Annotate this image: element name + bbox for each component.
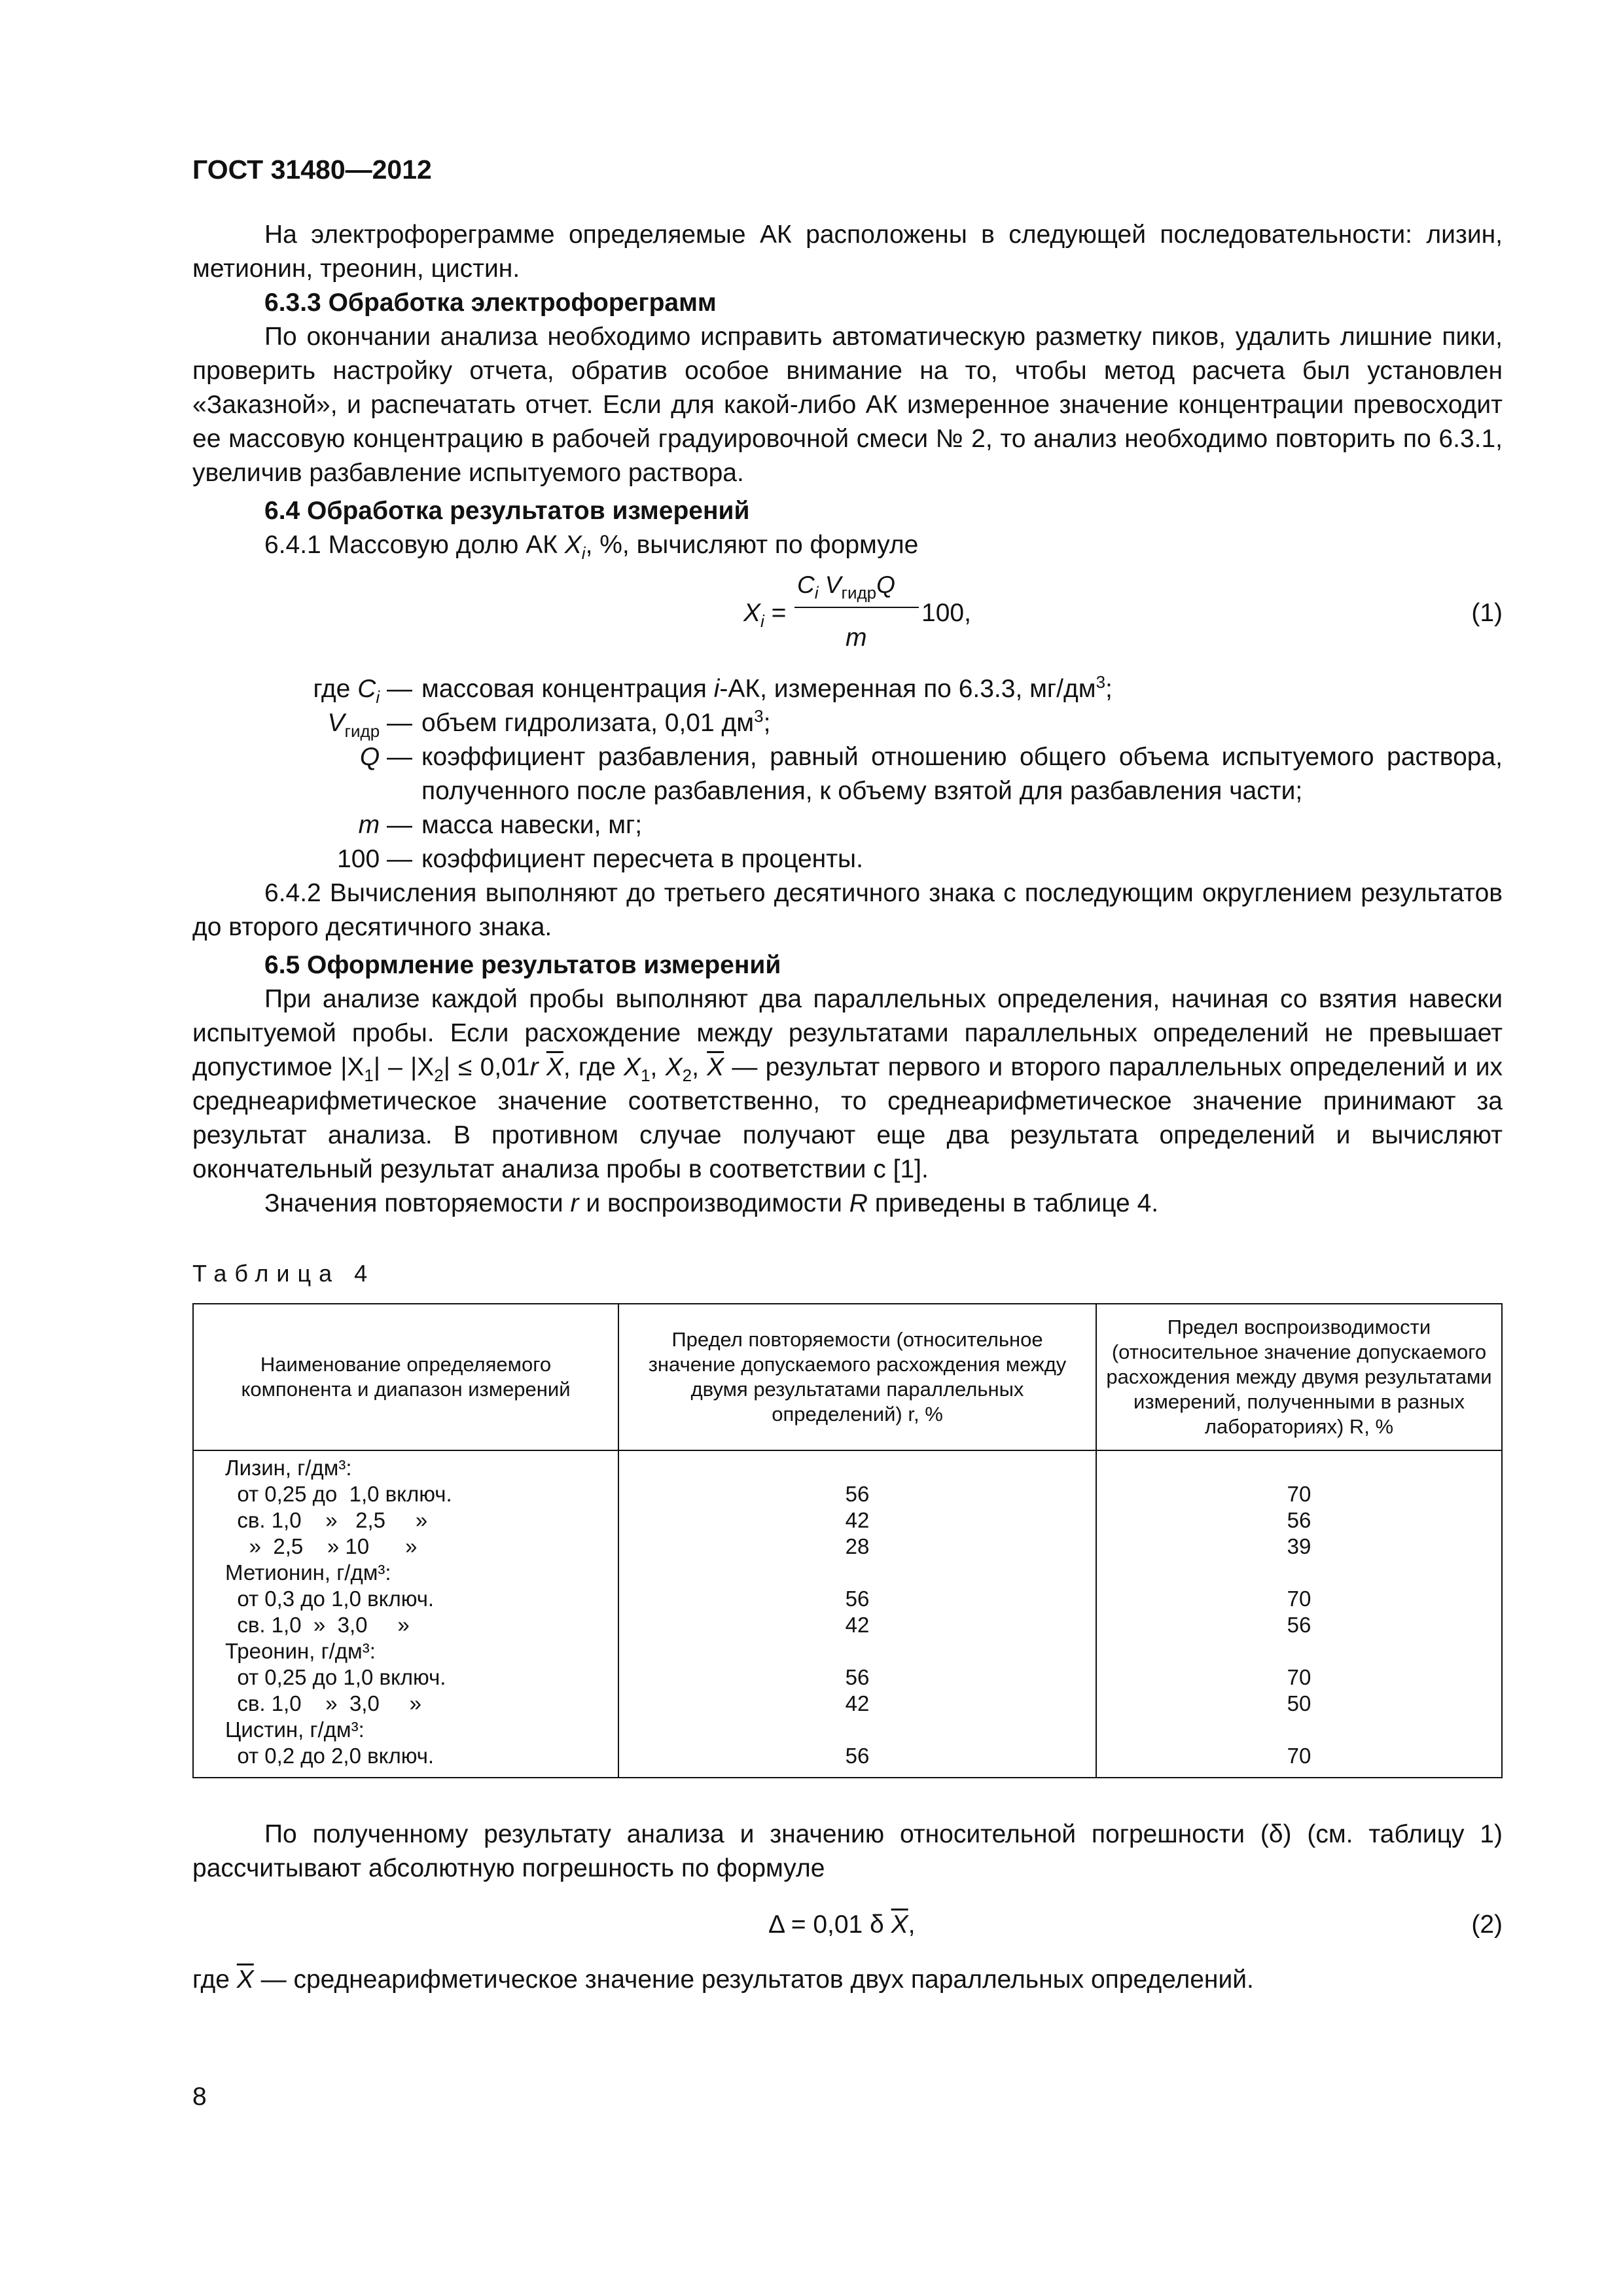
table-cell-r: 28 xyxy=(845,1534,870,1558)
var-ci xyxy=(192,672,1503,706)
table-cell-r: 42 xyxy=(845,1691,870,1715)
text: r xyxy=(529,1053,539,1081)
text: | ≤ 0,01 xyxy=(443,1053,530,1081)
text: , xyxy=(650,1053,666,1081)
sym-sub: гидр xyxy=(344,721,380,741)
table-cell-name: от 0,25 до 1,0 включ. xyxy=(225,1665,446,1689)
text: 6.4.1 Массовую долю АК xyxy=(264,531,565,559)
text: ; xyxy=(1105,675,1113,703)
var-symbol: где $C_i$ — xyxy=(313,675,412,707)
formula-2-definition xyxy=(192,1963,1503,1997)
table-cell-r: 42 xyxy=(845,1508,870,1532)
var-symbol xyxy=(192,808,412,842)
column-r xyxy=(618,1450,1096,1778)
formula-2 xyxy=(192,1891,1503,1963)
table-cell-name: Метионин, г/дм³: xyxy=(225,1560,391,1585)
text: где xyxy=(192,1965,237,1994)
sym: m xyxy=(358,811,380,839)
table-cell-R: 70 xyxy=(1287,1744,1311,1768)
xbar: $\overline{X}$ xyxy=(891,1910,908,1939)
lhs-sub: i xyxy=(760,611,764,631)
column-names xyxy=(193,1450,618,1778)
formula-1-lhs xyxy=(743,599,787,631)
dash: — xyxy=(380,811,412,839)
text: X xyxy=(665,1053,683,1081)
formula-1-numerator xyxy=(797,571,895,603)
text: , xyxy=(908,1910,916,1939)
var-description: коэффициент пересчета в проценты. xyxy=(421,845,863,873)
dash: — xyxy=(380,709,412,737)
table-cell-r: 42 xyxy=(845,1613,870,1637)
table-cell-name: от 0,2 до 2,0 включ. xyxy=(225,1744,435,1768)
table-cell-r: 56 xyxy=(845,1665,870,1689)
dash: — xyxy=(380,743,412,771)
sub: 1 xyxy=(641,1065,651,1085)
section-6-5-paragraph-2 xyxy=(192,1187,1503,1221)
table-cell-name: » 2,5 » 10 » xyxy=(225,1534,418,1558)
text: r xyxy=(570,1189,579,1217)
var-vgidr xyxy=(192,706,1503,740)
table-cell-r: 56 xyxy=(845,1482,870,1506)
text: — результат первого и второго параллельных определений и их среднеарифметическое значение соответственно, то среднеарифметическое значение принимают за результат анализа. В противном случае получают еще два результата определений и вычисляют окончательный результат анализа пробы в соответствии с [1]. xyxy=(192,1053,1503,1183)
text: Δ = 0,01 δ xyxy=(768,1910,891,1939)
intro-paragraph: На электрофореграмме определяемые АК расположены в следующей последовательности: лизин, метионин, треонин, цистин. xyxy=(192,221,1503,283)
text: — среднеарифметическое значение результатов двух параллельных определений. xyxy=(253,1965,1254,1994)
table-cell-name: св. 1,0 » 3,0 » xyxy=(225,1691,422,1715)
var-description xyxy=(412,672,1503,706)
text: Значения повторяемости xyxy=(264,1189,571,1217)
table-4 xyxy=(192,1303,1503,1778)
text: При анализе каждой пробы выполняют два параллельных определения, начиная со взятия навески испытуемой пробы. Если расхождение между результатами параллельных определений не превышает допустимое |X xyxy=(192,985,1503,1081)
formula-2-expression xyxy=(768,1910,916,1939)
table-caption: Таблица 4 xyxy=(192,1260,376,1287)
sub: 2 xyxy=(434,1065,444,1085)
variable-definitions xyxy=(192,672,1503,876)
var-symbol xyxy=(192,706,412,740)
sym: Q xyxy=(359,743,380,771)
page-number: 8 xyxy=(192,2083,207,2111)
document-header: ГОСТ 31480—2012 xyxy=(192,154,432,185)
table-cell-r xyxy=(619,1560,1096,1586)
xbar: $\overline{X}$ xyxy=(707,1053,724,1081)
text: , xyxy=(692,1053,707,1081)
paragraph-6-4-2: 6.4.2 Вычисления выполняют до третьего десятичного знака с последующим округлением результатов до второго десятичного знака. xyxy=(192,879,1503,941)
num-q: Q xyxy=(876,571,895,598)
equals: = xyxy=(764,599,787,627)
text: | – |X xyxy=(373,1053,435,1081)
table-cell-R: 39 xyxy=(1287,1534,1311,1558)
var-100 xyxy=(192,842,1503,876)
sym: V xyxy=(327,709,345,737)
table-cell-r: 56 xyxy=(845,1744,870,1768)
section-6-3-3-title: 6.3.3 Обработка электрофореграмм xyxy=(264,289,717,317)
text: -АК, измеренная по 6.3.3, мг/дм xyxy=(719,675,1096,703)
header-repeatability: Предел повторяемости (относительное значение допускаемого расхождения между двумя результатами параллельных определений) r, % xyxy=(618,1304,1096,1450)
table-cell-name: св. 1,0 » 3,0 » xyxy=(225,1613,410,1637)
table-cell-r xyxy=(619,1638,1096,1664)
equation-number-2: (2) xyxy=(1471,1910,1503,1939)
var-description: масса навески, мг; xyxy=(421,811,643,839)
table-cell-R xyxy=(1097,1560,1501,1586)
text: , %, вычисляют по формуле xyxy=(585,531,919,559)
fraction-bar xyxy=(794,607,919,608)
formula-1-tail: 100, xyxy=(921,599,971,627)
text: массовая концентрация xyxy=(421,675,714,703)
table-cell-R xyxy=(1097,1638,1501,1664)
after-table-paragraph: По полученному результату анализа и значению относительной погрешности (δ) (см. таблицу 1) рассчитывают абсолютную погрешность по формуле xyxy=(192,1820,1503,1882)
text: объем гидролизата, 0,01 дм xyxy=(421,709,755,737)
table-cell-R xyxy=(1097,1455,1501,1481)
table-header-row xyxy=(193,1304,1502,1450)
text: i xyxy=(713,675,720,703)
table-cell-R: 56 xyxy=(1287,1613,1311,1637)
sub-i: i xyxy=(581,543,586,563)
num-c: C xyxy=(797,571,815,598)
paragraph-6-4-1 xyxy=(192,528,1503,562)
table-cell-r: 56 xyxy=(845,1587,870,1611)
var-x: X xyxy=(564,531,582,559)
text: ; xyxy=(763,709,771,737)
text: , где xyxy=(563,1053,624,1081)
var-description xyxy=(412,706,1503,740)
var-q xyxy=(192,740,1503,808)
table-cell-R: 56 xyxy=(1287,1508,1311,1532)
sub: 1 xyxy=(364,1065,374,1085)
num-v: V xyxy=(825,571,842,598)
num-v-sub: гидр xyxy=(841,583,877,603)
text: приведены в таблице 4. xyxy=(867,1189,1159,1217)
table-cell-name: Лизин, г/дм³: xyxy=(225,1456,352,1480)
table-cell-name: Треонин, г/дм³: xyxy=(225,1639,376,1663)
xbar: $\overline{X}$ xyxy=(546,1053,563,1081)
text: и воспроизводимости xyxy=(579,1189,849,1217)
table-cell-R: 70 xyxy=(1287,1587,1311,1611)
section-6-4-title: 6.4 Обработка результатов измерений xyxy=(264,497,750,525)
section-6-3-3-paragraph: По окончании анализа необходимо исправить автоматическую разметку пиков, удалить лишние пики, проверить настройку отчета, обратив особое внимание на то, чтобы метод расчета был установлен «Заказной», и распечатать отчет. Если для какой-либо АК измеренное значение концентрации превосходит ее массовую концентрацию в рабочей градуировочной смеси № 2, то анализ необходимо повторить по 6.3.1, увеличив разбавление испытуемого раствора. xyxy=(192,323,1503,487)
formula-1 xyxy=(192,567,1503,666)
document-page xyxy=(192,154,1503,1997)
lhs-x: X xyxy=(743,599,761,627)
table-cell-R xyxy=(1097,1717,1501,1743)
dash: — xyxy=(380,845,412,873)
table-cell-r xyxy=(619,1717,1096,1743)
sup: 3 xyxy=(1096,672,1106,692)
table-cell-r xyxy=(619,1455,1096,1481)
table-cell-name: от 0,3 до 1,0 включ. xyxy=(225,1587,435,1611)
table-cell-R: 70 xyxy=(1287,1482,1311,1506)
header-reproducibility: Предел воспроизводимости (относительное значение допускаемого расхождения между двумя результатами измерений, полученными в разных лабораториях) R, % xyxy=(1096,1304,1502,1450)
text: R xyxy=(849,1189,868,1217)
table-cell-R: 50 xyxy=(1287,1691,1311,1715)
table-cell-name: от 0,25 до 1,0 включ. xyxy=(225,1482,452,1506)
table-cell-R: 70 xyxy=(1287,1665,1311,1689)
num-c-sub: i xyxy=(814,583,819,603)
var-symbol xyxy=(192,740,412,808)
header-component: Наименование определяемого компонента и диапазон измерений xyxy=(193,1304,618,1450)
formula-1-denominator: m xyxy=(846,624,867,652)
column-R xyxy=(1096,1450,1502,1778)
section-6-5-paragraph xyxy=(192,982,1503,1187)
sub: 2 xyxy=(682,1065,692,1085)
xbar: $\overline{X}$ xyxy=(236,1965,254,1994)
table-cell-name: св. 1,0 » 2,5 » xyxy=(225,1508,428,1532)
var-description: коэффициент разбавления, равный отношению общего объема испытуемого раствора, полученного после разбавления, к объему взятой для разбавления части; xyxy=(421,743,1503,805)
equation-number-1: (1) xyxy=(1471,599,1503,627)
text: X xyxy=(624,1053,641,1081)
var-m xyxy=(192,808,1503,842)
sup: 3 xyxy=(754,706,764,726)
table-cell-name: Цистин, г/дм³: xyxy=(225,1717,365,1742)
var-symbol xyxy=(192,842,412,876)
table-body-row xyxy=(193,1450,1502,1778)
section-6-5-title: 6.5 Оформление результатов измерений xyxy=(264,951,781,979)
sym: 100 xyxy=(337,845,380,873)
